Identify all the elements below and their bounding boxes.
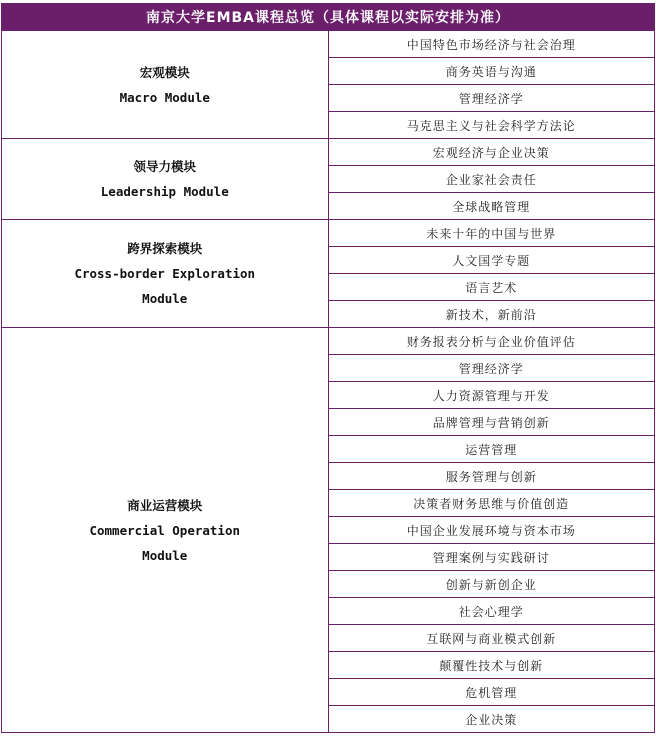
table-body [2,31,655,733]
table-row [2,31,655,58]
module-name-en: Commercial Operation [89,522,240,538]
module-name-en: Leadership Module [100,184,229,199]
course-cell: 语言艺术 [328,274,655,301]
course-cell: 品牌管理与营销创新 [328,409,655,436]
course-cell: 新技术，新前沿 [328,301,655,328]
course-cell: 颠覆性技术与创新 [328,652,655,679]
course-cell: 人力资源管理与开发 [328,382,655,409]
module-cell [2,139,329,220]
module-cell [2,220,329,328]
module-name-en: Module [142,291,188,306]
course-cell: 管理案例与实践研讨 [328,544,655,571]
module-name-cn: 宏观模块 [139,64,190,80]
course-cell: 互联网与商业模式创新 [328,625,655,652]
module-name-cn: 领导力模块 [133,159,196,174]
module-name-en: Module [142,547,188,563]
module-cell [2,328,329,733]
module-name-cn: 商业运营模块 [127,497,203,513]
course-cell: 管理经济学 [328,355,655,382]
course-cell: 管理经济学 [328,85,655,112]
course-cell: 未来十年的中国与世界 [328,220,655,247]
course-cell: 人文国学专题 [328,247,655,274]
course-cell: 社会心理学 [328,598,655,625]
curriculum-table [1,3,655,733]
table-row [2,220,655,247]
course-cell: 全球战略管理 [328,193,655,220]
course-cell: 财务报表分析与企业价值评估 [328,328,655,355]
table-row [2,139,655,166]
table-title: 南京大学EMBA课程总览（具体课程以实际安排为准） [2,4,655,31]
course-cell: 商务英语与沟通 [328,58,655,85]
module-name-en: Cross-border Exploration [74,266,256,281]
course-cell: 创新与新创企业 [328,571,655,598]
course-cell: 危机管理 [328,679,655,706]
course-cell: 企业决策 [328,706,655,733]
course-cell: 企业家社会责任 [328,166,655,193]
title-row [2,4,655,31]
module-cell [2,31,329,139]
module-name-cn: 跨界探索模块 [127,241,203,256]
table-row [2,328,655,355]
course-cell: 宏观经济与企业决策 [328,139,655,166]
module-name-en: Macro Module [119,89,210,105]
course-cell: 马克思主义与社会科学方法论 [328,112,655,139]
course-cell: 中国特色市场经济与社会治理 [328,31,655,58]
course-cell: 运营管理 [328,436,655,463]
course-cell: 服务管理与创新 [328,463,655,490]
curriculum-table-wrapper [1,3,655,733]
course-cell: 决策者财务思维与价值创造 [328,490,655,517]
course-cell: 中国企业发展环境与资本市场 [328,517,655,544]
